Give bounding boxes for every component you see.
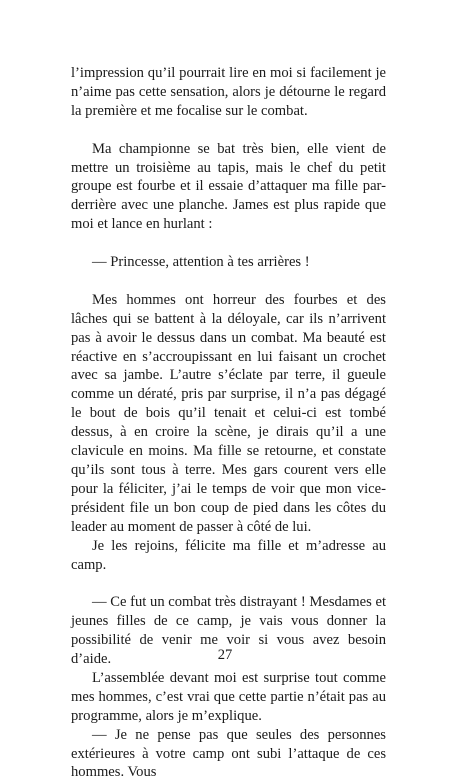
paragraph: l’impression qu’il pourrait lire en moi si facilement je n’aime pas cette sensation, alors je détourne le regard la première et me focalise sur le combat. (71, 65, 386, 119)
dialogue-line: — Ce fut un combat très distrayant ! Mesdames et jeunes filles de ce camp, je vais vous donner la possibilité de venir me voir si vous avez besoin d’aide. (71, 594, 386, 668)
dialogue-line: — Je ne pense pas que seules des personnes extérieures à votre camp ont subi l’attaque de ces hommes. Vous (71, 726, 386, 781)
body-text (71, 64, 386, 782)
paragraph: L’assemblée devant moi est surprise tout comme mes hommes, c’est vrai que cette partie n’était pas au programme, alors je m’explique. (71, 669, 386, 724)
dialogue-line: — Princesse, attention à tes arrières ! (92, 254, 310, 271)
paragraph: Ma championne se bat très bien, elle vient de mettre un troisième au tapis, mais le chef du petit groupe est fourbe et il essaie d’attaquer ma fille par-derrière avec une planche. James est plus rapide que moi et lance en hurlant : (71, 140, 386, 233)
page-number: 27 (217, 647, 233, 663)
paragraph: Je les rejoins, félicite ma fille et m’adresse au camp. (71, 537, 386, 573)
paragraph: Mes hommes ont horreur des fourbes et des lâches qui se battent à la déloyale, car ils n’arrivent pas à avoir le dessus dans un combat. Ma beauté est réactive en s’accroupissant en lui faisant un crochet avec sa jambe. L’autre s’éclate par terre, il gueule comme un dératé, pris par surprise, il n’a pas dégagé le bout de bois qu’il tenait et celui-ci est tombé dessus, à en croire la scène, je dirais qu’il a une clavicule en moins. Ma fille se retourne, et constate qu’ils sont tous à terre. Mes gars courent vers elle pour la féliciter, j’ai le temps de voir que mon vice-président file un bon coup de pied dans les côtes du leader au moment de passer à côté de lui. (71, 291, 386, 535)
